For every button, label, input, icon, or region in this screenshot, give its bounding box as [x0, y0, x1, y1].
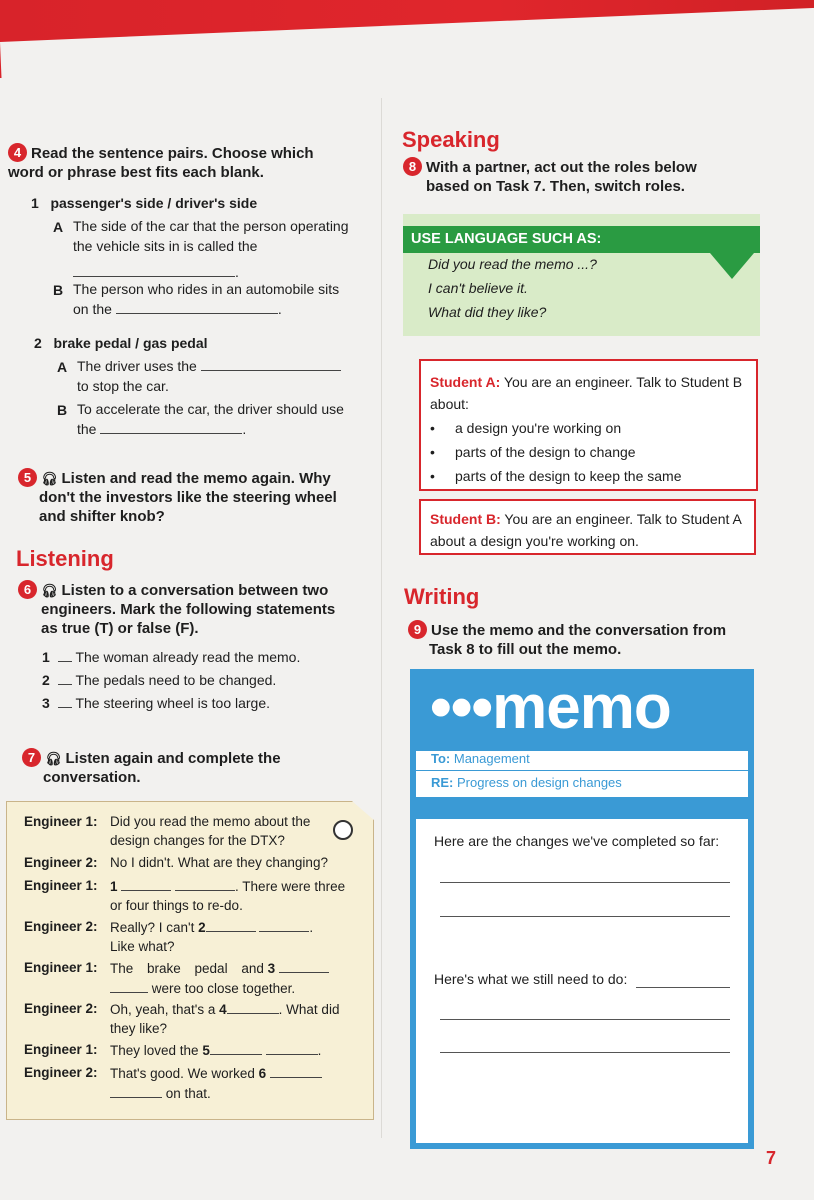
answer-blank[interactable]	[279, 958, 329, 973]
task7-instruction: 7 🎧︎ Listen again and complete the conversation.	[22, 748, 362, 787]
memo-divider	[416, 770, 750, 771]
answer-blank[interactable]	[175, 876, 235, 891]
statement-1: 1 The woman already read the memo.	[42, 649, 301, 665]
memo-write-line[interactable]	[440, 882, 730, 883]
headphones-icon: 🎧︎	[41, 471, 58, 486]
task-number-badge: 6	[18, 580, 37, 599]
pair-2-A: The driver uses the to stop the car.	[77, 356, 377, 396]
answer-blank[interactable]	[110, 1083, 162, 1098]
answer-blank[interactable]	[227, 999, 279, 1014]
task6-instruction: 6 🎧︎ Listen to a conversation between two engineers. Mark the following statements as true (T) or false (F).	[18, 580, 368, 638]
conversation-line: Engineer 1: Did you read the memo about the design changes for the DTX?	[24, 814, 311, 848]
memo-prompt-todo: Here's what we still need to do:	[434, 971, 628, 987]
memo-write-line[interactable]	[636, 987, 730, 988]
answer-blank[interactable]	[110, 978, 148, 993]
memo-title: •••memo	[430, 673, 671, 742]
answer-blank[interactable]	[116, 299, 278, 314]
tf-blank[interactable]	[58, 647, 72, 662]
student-b-box: Student B: You are an engineer. Talk to Student A about a design you're working on.	[419, 499, 756, 555]
item-letter: A	[53, 219, 64, 235]
memo-write-line[interactable]	[440, 1052, 730, 1053]
column-divider	[381, 98, 382, 1138]
answer-blank[interactable]	[270, 1063, 322, 1078]
task-number-badge: 7	[22, 748, 41, 767]
memo-write-line[interactable]	[440, 1019, 730, 1020]
conversation-line: Engineer 1: They loved the 5 .	[24, 1042, 322, 1058]
answer-blank[interactable]	[210, 1040, 262, 1055]
answer-blank[interactable]	[100, 419, 242, 434]
task-number-badge: 9	[408, 620, 427, 639]
language-box	[403, 214, 760, 336]
memo-write-line[interactable]	[440, 916, 730, 917]
memo-band	[410, 797, 754, 819]
memo-re-field[interactable]: RE: Progress on design changes	[431, 775, 622, 790]
section-title-writing: Writing	[404, 584, 480, 609]
headphones-icon: 🎧︎	[41, 583, 58, 598]
conversation-line: Engineer 1: 1 . There were three or four things to re-do.	[24, 878, 346, 913]
item-letter: B	[57, 402, 68, 418]
memo-to-field[interactable]: To: Management	[431, 751, 530, 766]
answer-blank[interactable]	[206, 917, 256, 932]
language-phrase: Did you read the memo ...?	[428, 256, 597, 272]
task5-instruction: 5 🎧︎ Listen and read the memo again. Why don't the investors like the steering wheel and shifter knob?	[18, 468, 368, 526]
conversation-line: Engineer 2: That's good. We worked 6 on that.	[24, 1063, 354, 1103]
language-phrase: What did they like?	[428, 304, 547, 320]
tf-blank[interactable]	[58, 670, 72, 685]
answer-blank[interactable]	[121, 876, 171, 891]
statement-2: 2 The pedals need to be changed.	[42, 672, 277, 688]
task-number-badge: 5	[18, 468, 37, 487]
task-number-badge: 4	[8, 143, 27, 162]
pair-2-title: 2 brake pedal / gas pedal	[34, 335, 208, 351]
pair-1-title: 1 passenger's side / driver's side	[31, 195, 258, 211]
pair-2-B: To accelerate the car, the driver should use the .	[77, 401, 344, 437]
pair-1-B: The person who rides in an automobile sits on the .	[73, 281, 340, 317]
headphones-icon: 🎧︎	[45, 751, 62, 766]
conversation-line: Engineer 2: No I didn't. What are they changing?	[24, 855, 328, 870]
task9-instruction: 9 Use the memo and the conversation from Task 8 to fill out the memo.	[408, 620, 758, 659]
answer-blank[interactable]	[73, 262, 235, 277]
conversation-line: Engineer 2: Oh, yeah, that's a 4 . What did they like?	[24, 1001, 340, 1036]
statement-3: 3 The steering wheel is too large.	[42, 695, 271, 711]
page-number: 7	[766, 1148, 777, 1168]
item-letter: B	[53, 282, 64, 298]
section-title-listening: Listening	[16, 546, 114, 571]
conversation-line: Engineer 2: Really? I can't 2 . Like what?	[24, 919, 314, 954]
answer-blank[interactable]	[201, 356, 341, 371]
memo-prompt-completed: Here are the changes we've completed so far:	[434, 833, 720, 849]
task8-instruction: 8 With a partner, act out the roles below based on Task 7. Then, switch roles.	[403, 157, 753, 196]
pair-1-A: The side of the car that the person operating the vehicle sits in is called the .	[73, 218, 349, 280]
language-box-heading: USE LANGUAGE SUCH AS:	[403, 226, 760, 253]
item-letter: A	[57, 359, 68, 375]
section-title-speaking: Speaking	[402, 127, 500, 152]
answer-blank[interactable]	[259, 917, 309, 932]
language-phrase: I can't believe it.	[428, 280, 528, 296]
conversation-line: Engineer 1: The brake pedal and 3 were too close together.	[24, 958, 354, 998]
student-a-box: Student A: You are an engineer. Talk to Student B about: • a design you're working on • parts of the design to change • parts of the design to keep the same	[419, 359, 758, 491]
task-number-badge: 8	[403, 157, 422, 176]
language-box-pointer	[710, 253, 754, 279]
answer-blank[interactable]	[266, 1040, 318, 1055]
task4-instruction: 4 Read the sentence pairs. Choose which word or phrase best fits each blank.	[8, 145, 314, 181]
tf-blank[interactable]	[58, 693, 72, 708]
